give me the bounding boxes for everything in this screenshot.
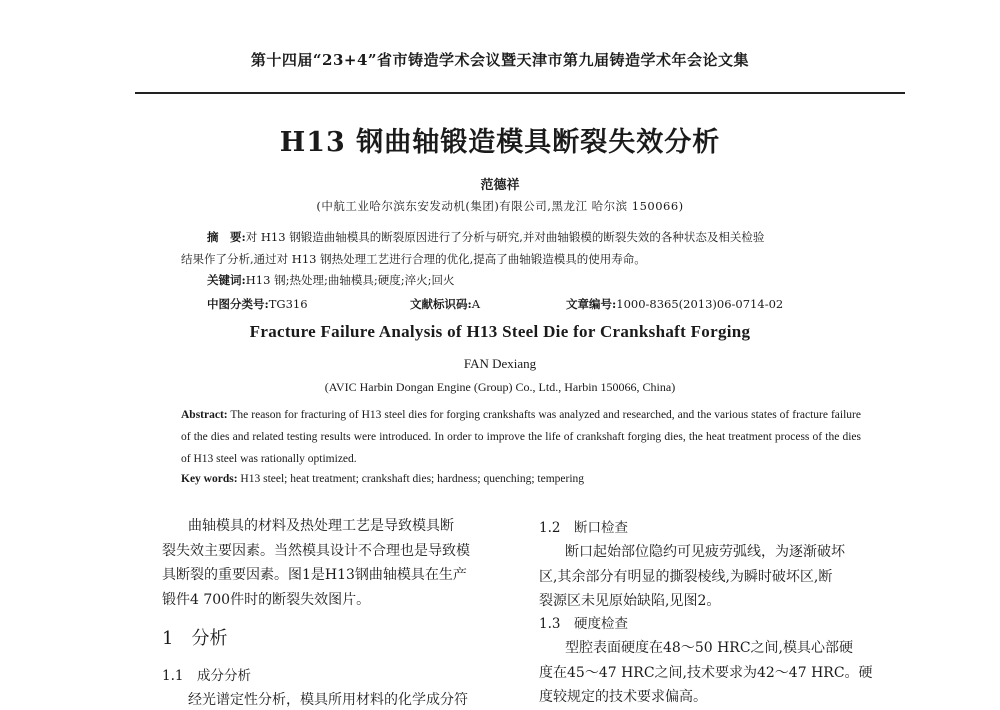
affiliation-cn: (中航工业哈尔滨东安发动机(集团)有限公司,黑龙江 哈尔滨 150066) [316,199,684,213]
keywords-en-text: H13 steel; heat treatment; crankshaft dies; hardness; quenching; tempering [240,473,585,485]
article-number [566,296,783,312]
keywords-en [181,473,584,485]
keywords-cn-label: 关键词: [207,273,246,287]
doc-code-value: A [471,297,481,311]
section-1-2-line: 区,其余部分有明显的撕裂棱线,为瞬时破坏区,断 [539,568,833,585]
header-rule [135,92,905,94]
section-1-3-line: 型腔表面硬度在48～50 HRC之间,模具心部硬 [565,640,853,656]
abstract-cn [181,226,871,270]
section-1-3-line: 度在45～47 HRC之间,技术要求为42～47 HRC。硬 [539,664,873,681]
section-1-3-line: 度较规定的技术要求偏高。 [539,689,707,705]
paper-title-en: Fracture Failure Analysis of H13 Steel Die for Crankshaft Forging [249,322,751,341]
keywords-en-label: Key words: [181,473,238,485]
doc-code-label: 文献标识码: [410,297,472,311]
clc-number [207,296,308,312]
document-code [410,296,480,312]
author-en: FAN Dexiang [463,356,537,371]
journal-header: 第十四届“23+4”省市铸造学术会议暨天津市第九届铸造学术年会论文集 [250,51,750,69]
abstract-en-text: The reason for fracturing of H13 steel dies for forging crankshafts was analyzed and researched, and the various states of fracture failure of the dies and related testing results were introduced. In order to improve the life of crankshaft forging dies, the heat treatment process of the dies of H13 steel was rationally optimized. [181,409,861,465]
clc-label: 中图分类号: [207,297,269,311]
article-no-value: 1000-8365(2013)06-0714-02 [616,297,784,311]
intro-line: 曲轴模具的材料及热处理工艺是导致模具断 [188,518,454,534]
abstract-en-label: Abstract: [181,409,228,421]
section-1-1-heading: 1.1 成分分析 [162,668,251,684]
clc-value: TG316 [268,297,308,311]
section-1-3-paragraph [539,636,889,710]
intro-line: 裂失效主要因素。当然模具设计不合理也是导致模 [162,542,470,559]
section-1-3-heading: 1.3 硬度检查 [539,616,628,632]
section-1-2-line: 断口起始部位隐约可见疲劳弧线，为逐渐破坏 [565,544,845,560]
intro-line: 具断裂的重要因素。图1是H13钢曲轴模具在生产 [162,567,467,583]
section-1-heading: 1 分析 [162,628,228,649]
affiliation-en: (AVIC Harbin Dongan Engine (Group) Co., Ltd., Harbin 150066, China) [324,380,676,394]
section-1-2-line: 裂源区未见原始缺陷,见图2。 [539,593,721,609]
keywords-cn-text: H13 钢;热处理;曲轴模具;硬度;淬火;回火 [245,273,455,287]
keywords-cn [207,272,454,288]
author-cn: 范德祥 [480,178,520,193]
abstract-en [181,404,861,470]
intro-paragraph [162,514,520,612]
intro-line: 锻件4 700件时的断裂失效图片。 [162,591,371,608]
section-1-2-paragraph [539,540,889,614]
abstract-cn-line2: 结果作了分析,通过对 H13 钢热处理工艺进行合理的优化,提高了曲轴锻造模具的使用寿命。 [181,252,646,266]
section-1-2-heading: 1.2 断口检查 [539,520,628,536]
abstract-cn-line1: 对 H13 钢锻造曲轴模具的断裂原因进行了分析与研究,并对曲轴锻模的断裂失效的各种状态及相关检验 [245,230,765,244]
abstract-cn-label: 摘 要: [207,230,246,244]
article-no-label: 文章编号: [566,297,617,311]
section-1-1-text: 经光谱定性分析，模具所用材料的化学成分符 [188,692,468,708]
paper-title-cn: H13 钢曲轴锻造模具断裂失效分析 [279,127,721,158]
